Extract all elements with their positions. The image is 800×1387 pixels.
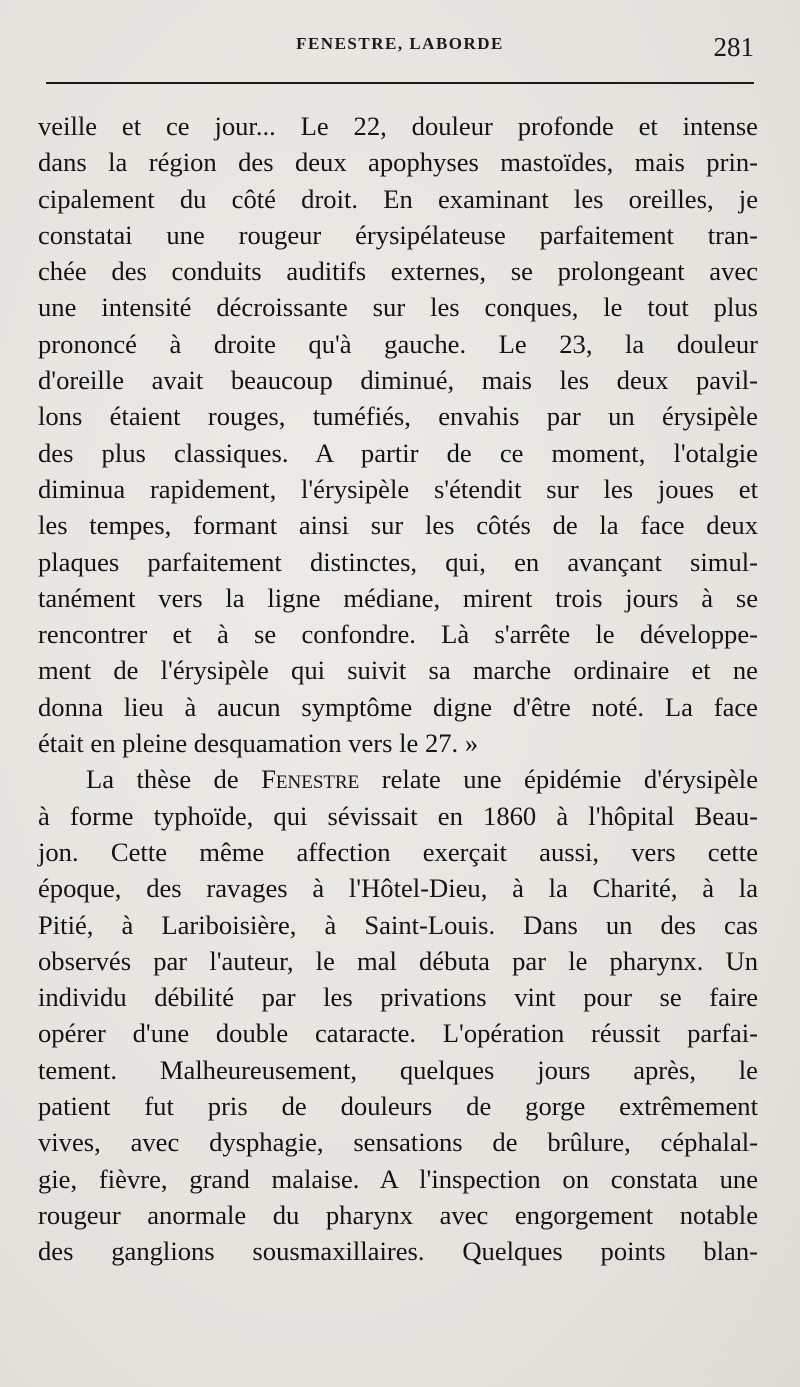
text-line: d'oreille avait beaucoup diminué, mais les deux pavil- bbox=[38, 365, 758, 396]
text-line: tanément vers la ligne médiane, mirent trois jours à se bbox=[38, 582, 758, 613]
running-title: FENESTRE, LABORDE bbox=[296, 34, 504, 53]
text-line: à forme typhoïde, qui sévissait en 1860 à l'hôpital Beau- bbox=[38, 800, 758, 831]
text-line: cipalement du côté droit. En examinant les oreilles, je bbox=[38, 183, 758, 214]
text-line: donna lieu à aucun symptôme digne d'être noté. La face bbox=[38, 691, 758, 722]
text-line: était en pleine desquamation vers le 27. » bbox=[38, 728, 479, 759]
text-line: des ganglions sousmaxillaires. Quelques points blan- bbox=[38, 1236, 758, 1267]
text-line: veille et ce jour... Le 22, douleur profonde et intense bbox=[38, 111, 758, 141]
text-line: rencontrer et à se confondre. Là s'arrête le développe- bbox=[38, 619, 758, 650]
text-line: des plus classiques. A partir de ce moment, l'otalgie bbox=[38, 437, 758, 468]
text-line: constatai une rougeur érysipélateuse parfaitement tran- bbox=[38, 219, 758, 250]
text-line: ment de l'érysipèle qui suivit sa marche ordinaire et ne bbox=[38, 655, 758, 686]
text-line: diminua rapidement, l'érysipèle s'étendit sur les joues et bbox=[38, 473, 758, 504]
text-line: chée des conduits auditifs externes, se prolongeant avec bbox=[38, 256, 758, 287]
text-span: relate une épidémie d'érysipèle bbox=[359, 764, 758, 795]
text-line: tement. Malheureusement, quelques jours après, le bbox=[38, 1054, 758, 1085]
text-line: observés par l'auteur, le mal débuta par le pharynx. Un bbox=[38, 945, 758, 976]
text-line: Pitié, à Lariboisière, à Saint-Louis. Dans un des cas bbox=[38, 909, 758, 940]
text-line: patient fut pris de douleurs de gorge extrêmement bbox=[38, 1091, 758, 1122]
text-line: dans la région des deux apophyses mastoïdes, mais prin- bbox=[38, 147, 758, 178]
text-line: plaques parfaitement distinctes, qui, en avançant simul- bbox=[38, 546, 758, 577]
text-line: prononcé à droite qu'à gauche. Le 23, la douleur bbox=[38, 328, 758, 359]
text-span: La thèse de bbox=[86, 764, 262, 795]
author-name: Fenestre bbox=[261, 764, 360, 795]
text-line: opérer d'une double cataracte. L'opération réussit parfai- bbox=[38, 1018, 758, 1049]
paragraph-first-line bbox=[38, 761, 758, 797]
text-line: époque, des ravages à l'Hôtel-Dieu, à la Charité, à la bbox=[38, 873, 758, 904]
text-line: jon. Cette même affection exerçait aussi, vers cette bbox=[38, 836, 758, 867]
page-number: 281 bbox=[713, 32, 754, 62]
text-line: vives, avec dysphagie, sensations de brûlure, céphalal- bbox=[38, 1127, 758, 1158]
text-line: lons étaient rouges, tuméfiés, envahis par un érysipèle bbox=[38, 401, 758, 432]
header-rule bbox=[46, 82, 754, 84]
text-line: une intensité décroissante sur les conques, le tout plus bbox=[38, 292, 758, 323]
text-line: les tempes, formant ainsi sur les côtés de la face deux bbox=[38, 510, 758, 541]
body-text bbox=[38, 108, 758, 1270]
text-line: rougeur anormale du pharynx avec engorgement notable bbox=[38, 1199, 758, 1230]
text-line: individu débilité par les privations vint pour se faire bbox=[38, 982, 758, 1013]
text-line: gie, fièvre, grand malaise. A l'inspection on constata une bbox=[38, 1163, 758, 1194]
